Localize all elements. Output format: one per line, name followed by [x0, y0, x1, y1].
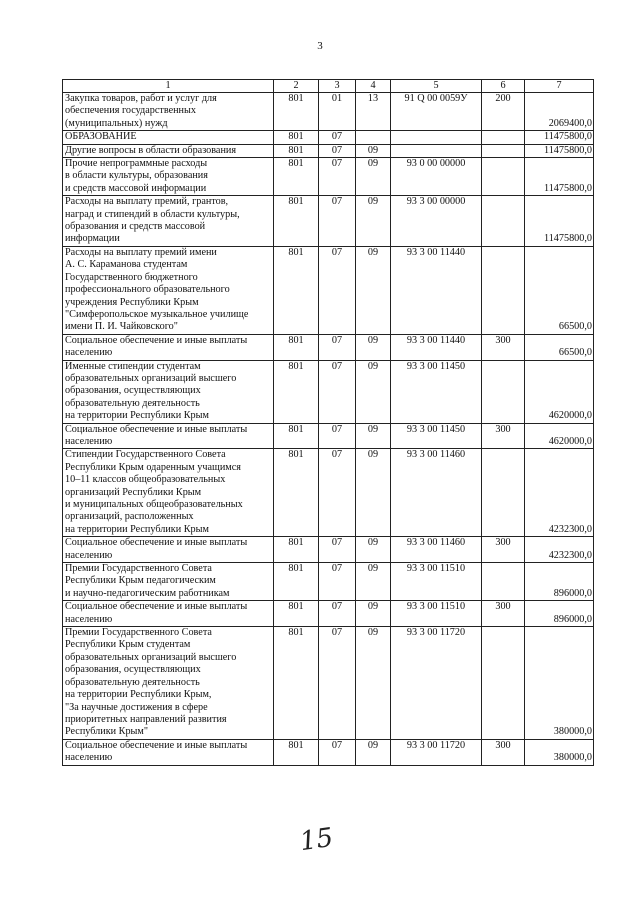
- row-section-code: 07: [319, 144, 356, 157]
- row-ministry-code: 801: [274, 334, 319, 360]
- row-section-code: 07: [319, 537, 356, 563]
- row-subsection-code: 09: [356, 739, 391, 765]
- row-ministry-code: 801: [274, 423, 319, 449]
- row-section-code: 07: [319, 131, 356, 144]
- row-amount: 66500,0: [525, 334, 594, 360]
- row-subsection-code: 09: [356, 563, 391, 601]
- budget-table: [62, 79, 594, 766]
- row-expense-type: 300: [482, 537, 525, 563]
- row-section-code: 07: [319, 196, 356, 247]
- row-expense-type: [482, 246, 525, 334]
- row-subsection-code: 13: [356, 93, 391, 131]
- table-row: [63, 334, 594, 360]
- handwritten-page-mark: 15: [298, 822, 336, 858]
- table-row: [63, 627, 594, 740]
- row-expense-type: 300: [482, 601, 525, 627]
- row-expense-type: [482, 360, 525, 423]
- row-amount: 4620000,0: [525, 360, 594, 423]
- row-ministry-code: 801: [274, 158, 319, 196]
- row-subsection-code: 09: [356, 144, 391, 157]
- row-amount: 11475800,0: [525, 144, 594, 157]
- table-row: [63, 739, 594, 765]
- row-amount: 4620000,0: [525, 423, 594, 449]
- header-col-7: 7: [525, 80, 594, 93]
- table-row: [63, 196, 594, 247]
- row-subsection-code: 09: [356, 334, 391, 360]
- table-row: [63, 601, 594, 627]
- table-row: [63, 158, 594, 196]
- row-expense-type: 300: [482, 423, 525, 449]
- row-target-article: 91 Q 00 0059У: [391, 93, 482, 131]
- row-section-code: 01: [319, 93, 356, 131]
- row-subsection-code: 09: [356, 449, 391, 537]
- row-name: Премии Государственного Совета Республики Крым студентам образовательных организаций высшего образования, осуществляющих образовательную деятельность на территории Республики Крым, "За научные достижения в сфере приоритетных направлений развития Республики Крым": [63, 627, 274, 740]
- row-expense-type: [482, 158, 525, 196]
- row-subsection-code: 09: [356, 360, 391, 423]
- row-target-article: 93 3 00 11450: [391, 423, 482, 449]
- row-section-code: 07: [319, 334, 356, 360]
- row-expense-type: [482, 627, 525, 740]
- table-row: [63, 563, 594, 601]
- row-ministry-code: 801: [274, 196, 319, 247]
- row-expense-type: 300: [482, 334, 525, 360]
- row-name: Именные стипендии студентам образовательных организаций высшего образования, осуществляющих образовательную деятельность на территории Республики Крым: [63, 360, 274, 423]
- row-target-article: 93 3 00 11460: [391, 537, 482, 563]
- row-name: Стипендии Государственного Совета Республики Крым одаренным учащимся 10–11 классов общеобразовательных организаций Республики Крым и муниципальных общеобразовательных организаций, расположенных на территории Республики Крым: [63, 449, 274, 537]
- row-subsection-code: 09: [356, 627, 391, 740]
- row-target-article: 93 3 00 11450: [391, 360, 482, 423]
- row-expense-type: 300: [482, 739, 525, 765]
- row-target-article: [391, 131, 482, 144]
- row-section-code: 07: [319, 739, 356, 765]
- table-row: [63, 131, 594, 144]
- row-name: Расходы на выплату премий, грантов, наград и стипендий в области культуры, образования и средств массовой информации: [63, 196, 274, 247]
- row-section-code: 07: [319, 158, 356, 196]
- row-section-code: 07: [319, 449, 356, 537]
- row-expense-type: [482, 131, 525, 144]
- row-section-code: 07: [319, 360, 356, 423]
- row-expense-type: [482, 563, 525, 601]
- row-target-article: 93 3 00 11460: [391, 449, 482, 537]
- header-col-1: 1: [63, 80, 274, 93]
- row-name: Другие вопросы в области образования: [63, 144, 274, 157]
- row-section-code: 07: [319, 423, 356, 449]
- row-name: Закупка товаров, работ и услуг для обеспечения государственных (муниципальных) нужд: [63, 93, 274, 131]
- row-expense-type: [482, 449, 525, 537]
- header-col-6: 6: [482, 80, 525, 93]
- row-subsection-code: [356, 131, 391, 144]
- row-name: Социальное обеспечение и иные выплаты населению: [63, 334, 274, 360]
- row-section-code: 07: [319, 563, 356, 601]
- row-amount: 66500,0: [525, 246, 594, 334]
- row-ministry-code: 801: [274, 131, 319, 144]
- row-ministry-code: 801: [274, 601, 319, 627]
- table-row: [63, 423, 594, 449]
- header-col-5: 5: [391, 80, 482, 93]
- row-ministry-code: 801: [274, 144, 319, 157]
- row-target-article: 93 3 00 11510: [391, 563, 482, 601]
- header-col-4: 4: [356, 80, 391, 93]
- header-col-2: 2: [274, 80, 319, 93]
- row-target-article: 93 3 00 11720: [391, 627, 482, 740]
- row-expense-type: [482, 144, 525, 157]
- row-ministry-code: 801: [274, 246, 319, 334]
- row-ministry-code: 801: [274, 449, 319, 537]
- row-subsection-code: 09: [356, 158, 391, 196]
- row-subsection-code: 09: [356, 537, 391, 563]
- table-row: [63, 246, 594, 334]
- header-row: [63, 80, 594, 93]
- row-amount: 896000,0: [525, 563, 594, 601]
- row-amount: 380000,0: [525, 627, 594, 740]
- row-section-code: 07: [319, 246, 356, 334]
- table-row: [63, 537, 594, 563]
- row-target-article: [391, 144, 482, 157]
- row-amount: 896000,0: [525, 601, 594, 627]
- budget-table-body: [63, 80, 594, 766]
- row-amount: 11475800,0: [525, 158, 594, 196]
- row-target-article: 93 3 00 11720: [391, 739, 482, 765]
- table-row: [63, 360, 594, 423]
- row-name: Расходы на выплату премий имени А. С. Караманова студентам Государственного бюджетного профессионального образовательного учреждения Республики Крым "Симферопольское музыкальное училище имени П. И. Чайковского": [63, 246, 274, 334]
- header-col-3: 3: [319, 80, 356, 93]
- row-expense-type: 200: [482, 93, 525, 131]
- page-number: 3: [317, 40, 323, 52]
- row-name: Социальное обеспечение и иные выплаты населению: [63, 423, 274, 449]
- row-name: Прочие непрограммные расходы в области культуры, образования и средств массовой информации: [63, 158, 274, 196]
- row-name: Социальное обеспечение и иные выплаты населению: [63, 601, 274, 627]
- row-ministry-code: 801: [274, 360, 319, 423]
- row-subsection-code: 09: [356, 196, 391, 247]
- table-row: [63, 449, 594, 537]
- row-target-article: 93 3 00 11510: [391, 601, 482, 627]
- row-ministry-code: 801: [274, 563, 319, 601]
- row-ministry-code: 801: [274, 739, 319, 765]
- row-subsection-code: 09: [356, 423, 391, 449]
- row-target-article: 93 3 00 11440: [391, 334, 482, 360]
- row-target-article: 93 3 00 00000: [391, 196, 482, 247]
- row-section-code: 07: [319, 627, 356, 740]
- row-ministry-code: 801: [274, 627, 319, 740]
- row-section-code: 07: [319, 601, 356, 627]
- table-row: [63, 93, 594, 131]
- row-ministry-code: 801: [274, 537, 319, 563]
- row-name: Социальное обеспечение и иные выплаты населению: [63, 739, 274, 765]
- row-amount: 2069400,0: [525, 93, 594, 131]
- row-name: ОБРАЗОВАНИЕ: [63, 131, 274, 144]
- row-name: Социальное обеспечение и иные выплаты населению: [63, 537, 274, 563]
- row-expense-type: [482, 196, 525, 247]
- row-ministry-code: 801: [274, 93, 319, 131]
- table-row: [63, 144, 594, 157]
- row-target-article: 93 3 00 11440: [391, 246, 482, 334]
- row-amount: 11475800,0: [525, 131, 594, 144]
- row-amount: 380000,0: [525, 739, 594, 765]
- row-subsection-code: 09: [356, 246, 391, 334]
- row-target-article: 93 0 00 00000: [391, 158, 482, 196]
- row-amount: 4232300,0: [525, 537, 594, 563]
- row-amount: 11475800,0: [525, 196, 594, 247]
- row-name: Премии Государственного Совета Республики Крым педагогическим и научно-педагогическим работникам: [63, 563, 274, 601]
- row-subsection-code: 09: [356, 601, 391, 627]
- row-amount: 4232300,0: [525, 449, 594, 537]
